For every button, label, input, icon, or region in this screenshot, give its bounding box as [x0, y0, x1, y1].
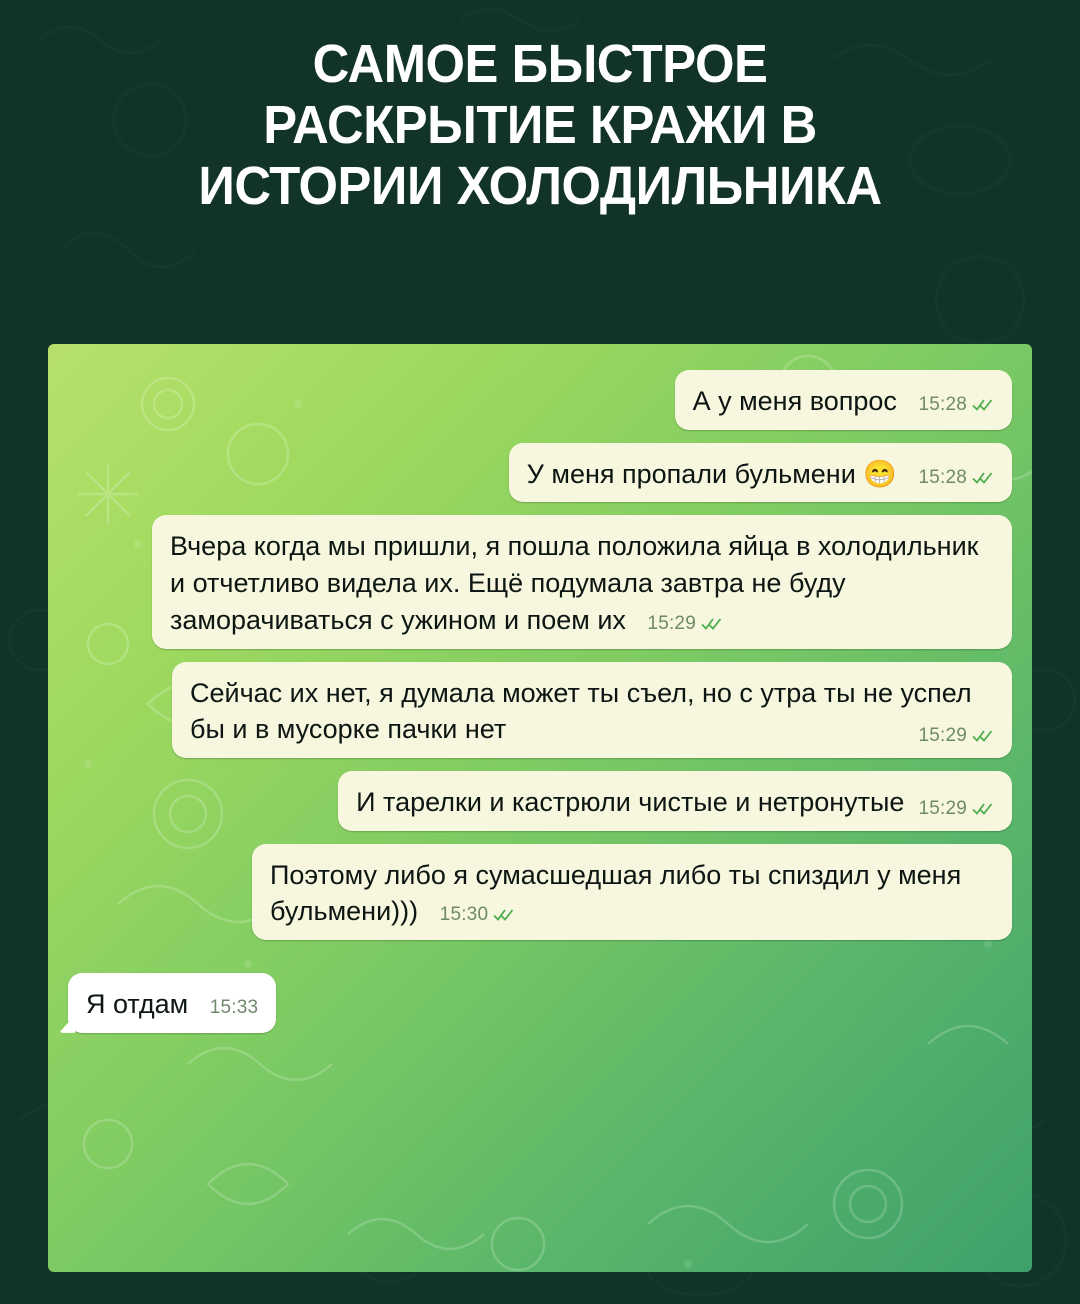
message-list — [48, 344, 1032, 1272]
message-time: 15:30 — [439, 904, 489, 926]
message-meta — [918, 723, 994, 749]
read-receipt-icon — [493, 908, 515, 922]
message-meta — [918, 796, 994, 822]
chat-screenshot — [48, 344, 1032, 1272]
message-text: Вчера когда мы пришли, я пошла положила яйца в холодильник и отчетливо видела их. Ещё подумала завтра не буду заморачиваться с ужином и поем их — [170, 531, 979, 635]
message-text: Поэтому либо я сумасшедшая либо ты спиздил у меня бульмени))) — [270, 859, 962, 927]
message-text: И тарелки и кастрюли чистые и нетронутые — [356, 787, 905, 818]
chat-bubble-outgoing[interactable] — [675, 370, 1012, 430]
message-meta — [918, 392, 994, 418]
read-receipt-icon — [972, 729, 994, 743]
message-text: А у меня вопрос — [692, 386, 897, 416]
message-row — [68, 662, 1012, 758]
read-receipt-icon — [972, 471, 994, 485]
read-receipt-icon — [972, 802, 994, 816]
headline-line-3: ИСТОРИИ ХОЛОДИЛЬНИКА — [198, 156, 882, 217]
read-receipt-icon — [972, 398, 994, 412]
message-row — [68, 443, 1012, 503]
message-row — [68, 515, 1012, 648]
chat-bubble-outgoing[interactable] — [509, 443, 1012, 503]
chat-bubble-outgoing[interactable] — [172, 662, 1012, 758]
message-text: Сейчас их нет, я думала может ты съел, но с утра ты не успел бы и в мусорке пачки нет — [190, 677, 972, 745]
chat-bubble-outgoing[interactable] — [252, 844, 1012, 940]
chat-bubble-incoming[interactable] — [68, 973, 276, 1033]
message-row — [68, 370, 1012, 430]
message-row — [68, 771, 1012, 831]
poster-headline — [32, 34, 1047, 217]
message-row — [68, 973, 1012, 1033]
read-receipt-icon — [701, 617, 723, 631]
message-time: 15:33 — [209, 997, 259, 1019]
message-text: У меня пропали бульмени — [526, 458, 856, 489]
message-row — [68, 844, 1012, 940]
message-meta — [440, 902, 516, 928]
message-meta — [918, 465, 994, 491]
message-time: 15:29 — [918, 725, 967, 747]
message-time: 15:28 — [918, 466, 967, 488]
headline-line-2: РАСКРЫТИЕ КРАЖИ В — [263, 95, 817, 156]
chat-bubble-outgoing[interactable] — [152, 515, 1012, 648]
message-text: Я отдам — [86, 989, 189, 1020]
message-time: 15:28 — [918, 394, 967, 415]
message-time: 15:29 — [647, 612, 696, 634]
chat-bubble-outgoing[interactable] — [338, 771, 1012, 831]
headline-line-1: САМОЕ БЫСТРОЕ — [312, 34, 768, 94]
message-meta — [210, 995, 259, 1021]
emoji-grin: 😁 — [863, 458, 897, 489]
message-meta — [647, 611, 723, 637]
message-time: 15:29 — [918, 798, 967, 820]
